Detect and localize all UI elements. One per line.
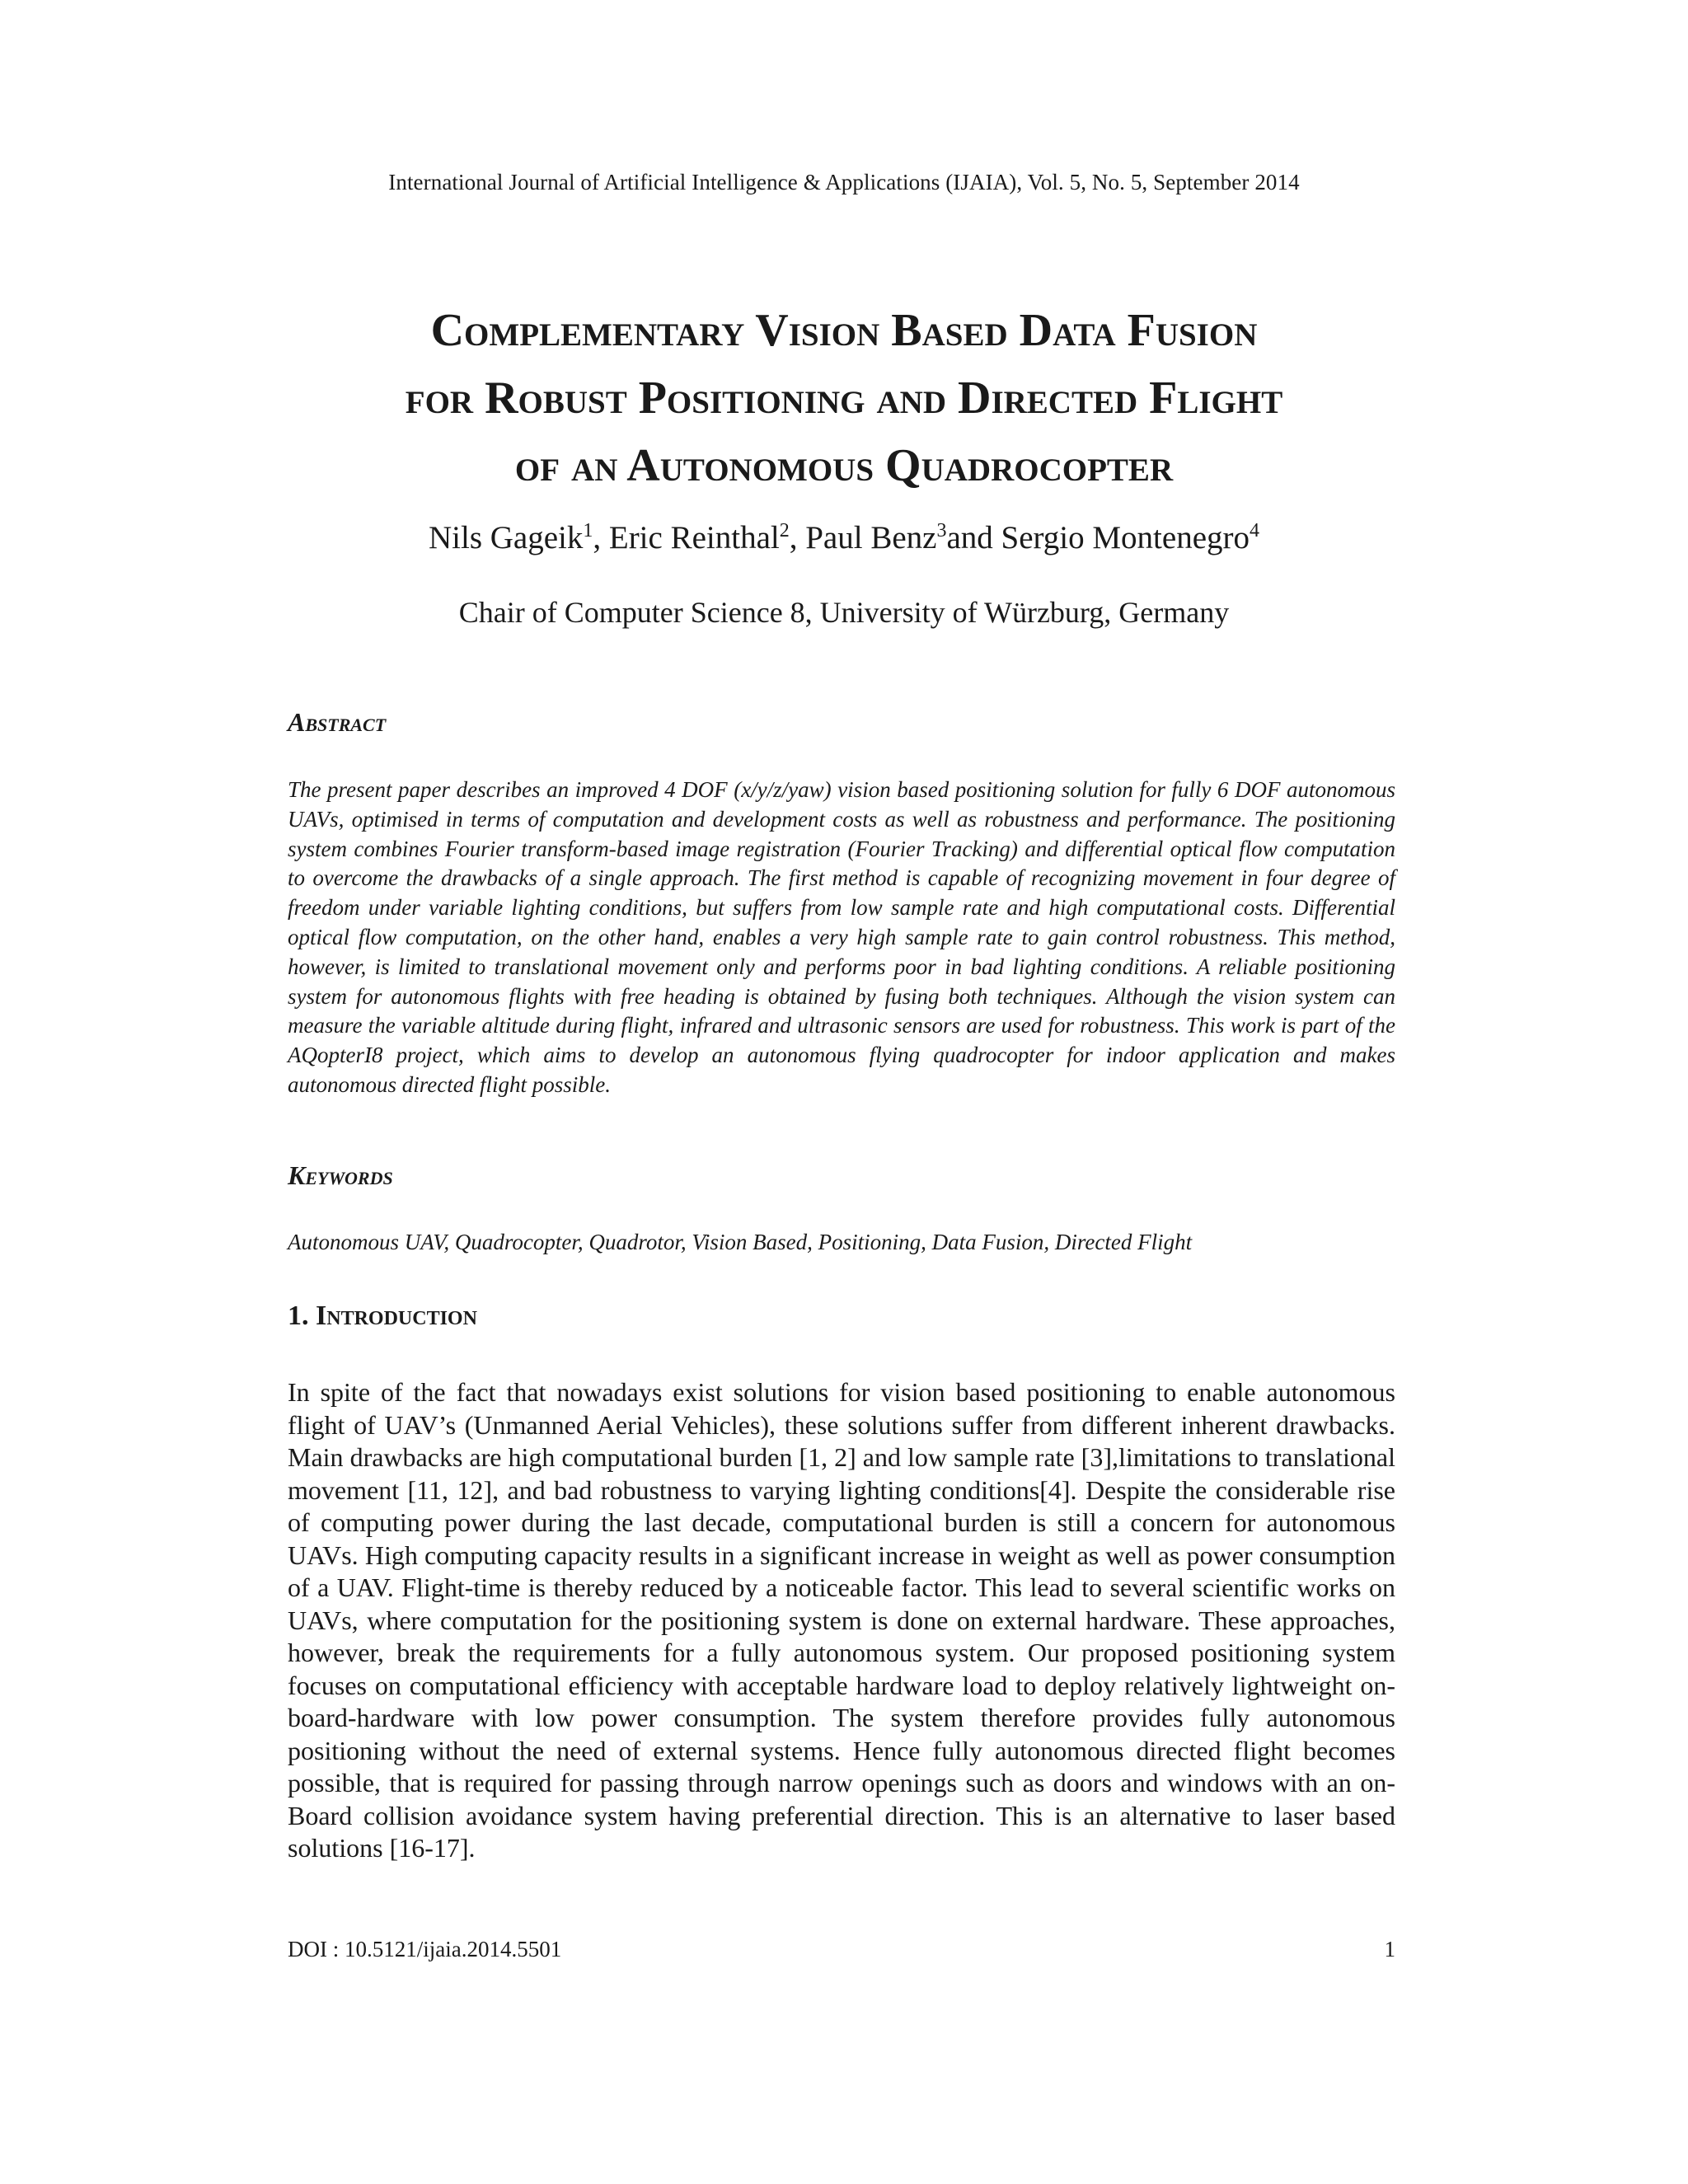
keywords-heading: Keywords [288,1160,393,1190]
author-name: Eric Reinthal [608,520,780,555]
introduction-heading: 1. Introduction [288,1301,477,1331]
abstract-heading: Abstract [288,707,387,737]
author-separator: , [789,520,806,555]
author-name: Nils Gageik [428,520,584,555]
paper-title [247,297,1441,499]
paper-title-line-3: of an Autonomous Quadrocopter [514,440,1174,491]
keywords-body: Autonomous UAV, Quadrocopter, Quadrotor, Vision Based, Positioning, Data Fusion, Directed Flight [288,1230,1193,1254]
author-affiliation-mark: 4 [1250,520,1260,541]
author-separator: and [946,520,1001,555]
paper-title-line-2: for Robust Positioning and Directed Flight [405,373,1283,424]
introduction-body: In spite of the fact that nowadays exist solutions for vision based positioning to enable autonomous flight of UAV’s (Unmanned Aerial Vehicles), these solutions suffer from different inherent drawbacks. Main drawbacks are high computational burden [1, 2] and low sample rate [3],limitations to translational movement [11, 12], and bad robustness to varying lighting conditions[4]. Despite the considerable rise of computing power during the last decade, computational burden is still a concern for autonomous UAVs. High computing capacity results in a significant increase in weight as well as power consumption of a UAV. Flight-time is thereby reduced by a noticeable factor. This lead to several scientific works on UAVs, where computation for the positioning system is done on external hardware. These approaches, however, break the requirements for a fully autonomous system. Our proposed positioning system focuses on computational efficiency with acceptable hardware load to deploy relatively lightweight on-board-hardware with low power consumption. The system therefore provides fully autonomous positioning without the need of external systems. Hence fully autonomous directed flight becomes possible, that is required for passing through narrow openings such as doors and windows with an on-Board collision avoidance system having preferential direction. This is an alternative to laser based solutions [16-17]. [288,1377,1395,1863]
author-name: Paul Benz [805,520,937,555]
page-number: 1 [1384,1937,1395,1961]
author-affiliation-mark: 1 [583,520,593,541]
paper-title-line-1: Complementary Vision Based Data Fusion [430,305,1258,356]
author-name: Sergio Montenegro [1001,520,1250,555]
running-header: International Journal of Artificial Intelligence & Applications (IJAIA), Vol. 5, No. 5, September 2014 [388,170,1300,194]
abstract-body: The present paper describes an improved 4 DOF (x/y/z/yaw) vision based positioning solution for fully 6 DOF autonomous UAVs, optimised in terms of computation and development costs as well as robustness and performance. The positioning system combines Fourier transform-based image registration (Fourier Tracking) and differential optical flow computation to overcome the drawbacks of a single approach. The first method is capable of recognizing movement in four degree of freedom under variable lighting conditions, but suffers from low sample rate and high computational costs. Differential optical flow computation, on the other hand, enables a very high sample rate to gain control robustness. This method, however, is limited to translational movement only and performs poor in bad lighting conditions. A reliable positioning system for autonomous flights with free heading is obtained by fusing both techniques. Although the vision system can measure the variable altitude during flight, infrared and ultrasonic sensors are used for robustness. This work is part of the AQopterI8 project, which aims to develop an autonomous flying quadrocopter for indoor application and makes autonomous directed flight possible. [288,777,1395,1097]
footer-doi: DOI : 10.5121/ijaia.2014.5501 [288,1937,562,1961]
affiliation: Chair of Computer Science 8, University of Würzburg, Germany [458,596,1230,629]
author-affiliation-mark: 2 [779,520,790,541]
author-separator: , [593,520,609,555]
author-affiliation-mark: 3 [936,520,947,541]
author-list [0,519,1688,556]
